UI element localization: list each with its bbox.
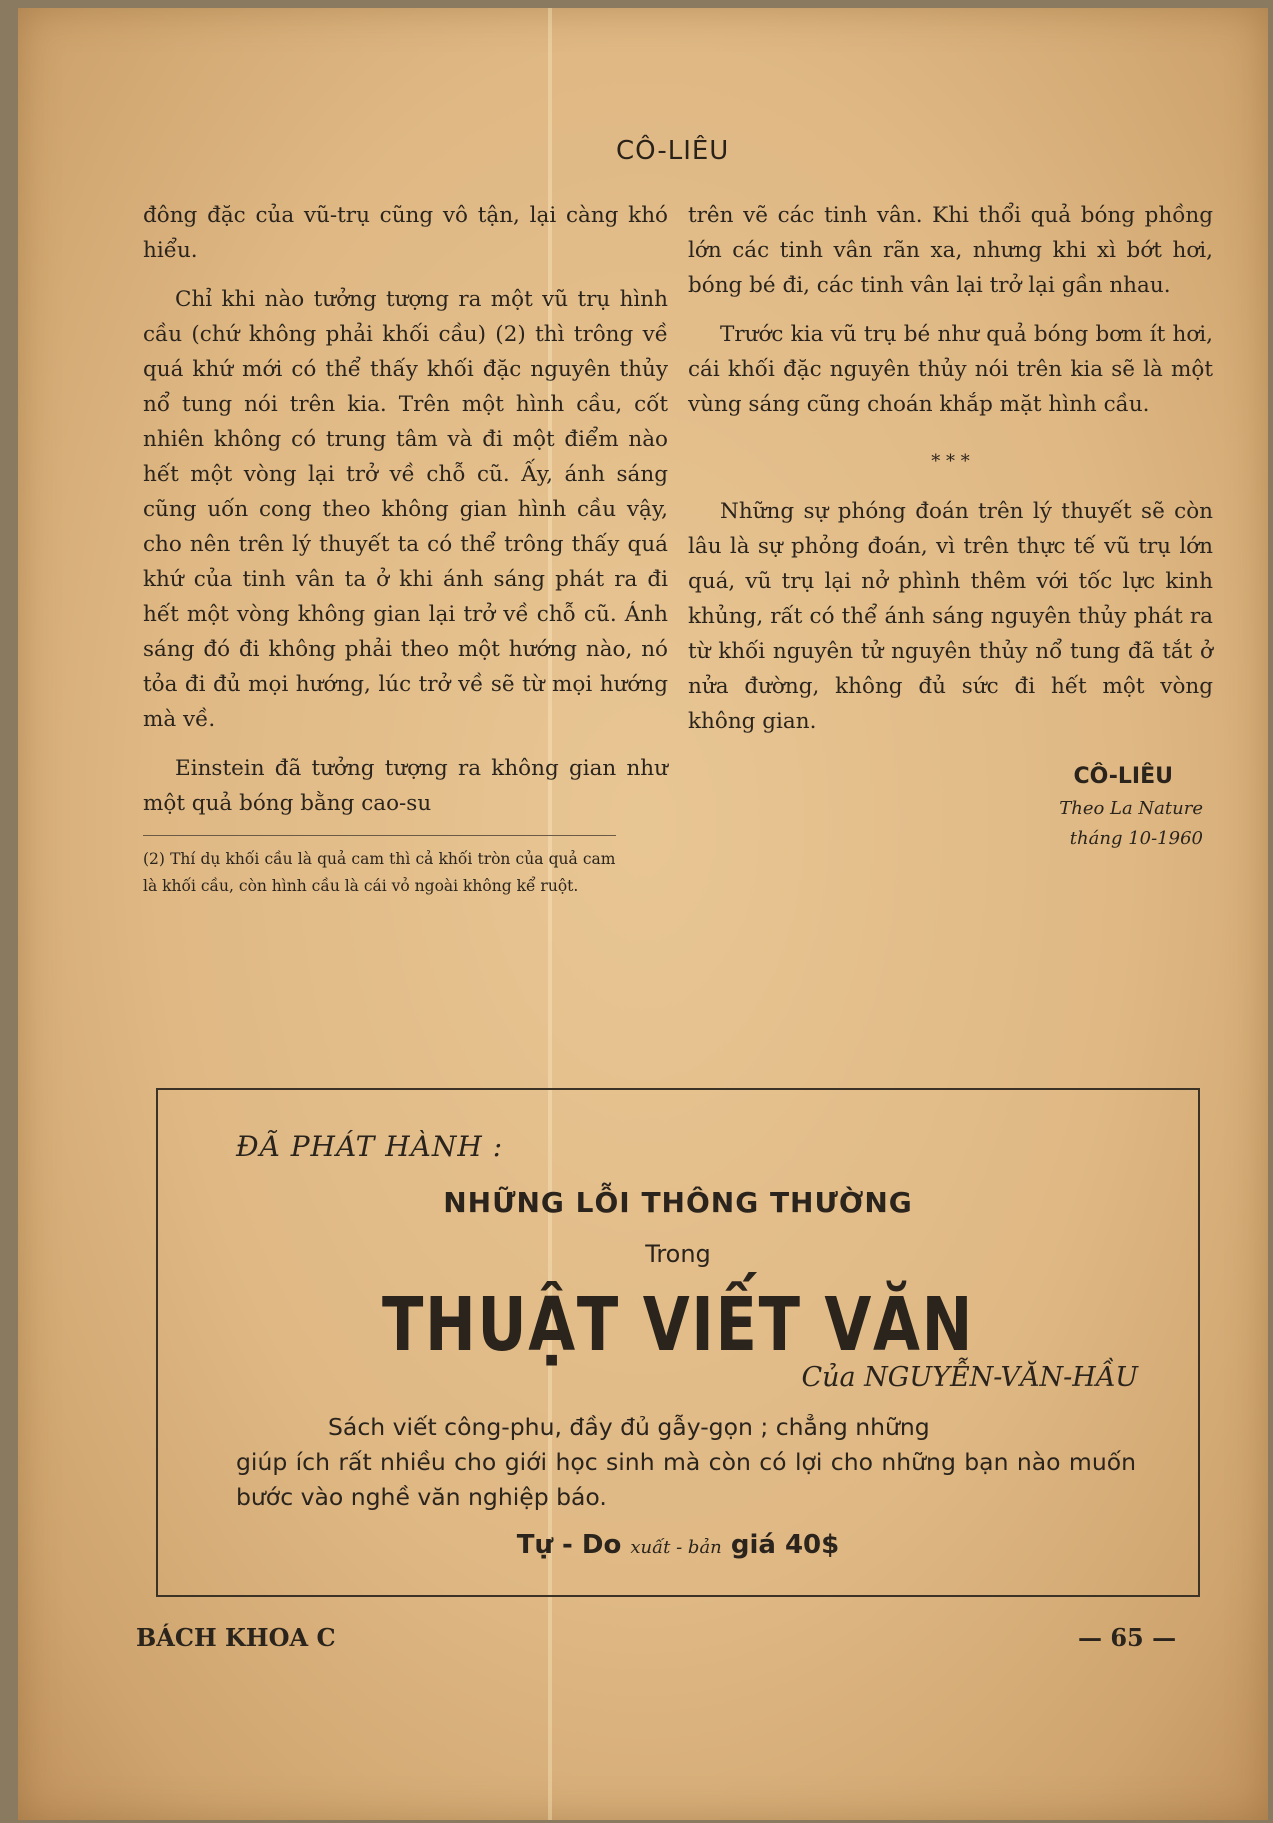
ad-headline: NHỮNG LỖI THÔNG THƯỜNG: [443, 1186, 913, 1219]
source-line: Theo La Nature: [1059, 798, 1203, 819]
paragraph: Chỉ khi nào tưởng tượng ra một vũ trụ hình cầu (chứ không phải khối cầu) (2) thì trông về quá khứ mới có thể thấy khối đặc nguyên thủy nổ tung nói trên kia. Trên một hình cầu, cốt nhiên không có trung tâm và đi một điểm nào hết một vòng lại trở về chỗ cũ. Ấy, ánh sáng cũng uốn cong theo không gian hình cầu vậy, cho nên trên lý thuyết ta có thể trông thấy quá khứ của tinh vân ta ở khi ánh sáng phát ra đi hết một vòng không gian lại trở về chỗ cũ. Ánh sáng đó đi không phải theo một hướng nào, nó tỏa đi đủ mọi hướng, lúc trở về sẽ từ mọi hướng mà về.: [143, 287, 668, 732]
paragraph: Những sự phóng đoán trên lý thuyết sẽ còn lâu là sự phỏng đoán, vì trên thực tế vũ trụ lớn quá, vũ trụ lại nở phình thêm với tốc lực kinh khủng, rất có thể ánh sáng nguyên thủy phát ra từ khối nguyên tử nguyên thủy nổ tung đã tắt ở nửa đường, không đủ sức đi hết một vòng không gian.: [688, 499, 1213, 734]
book-description: [236, 1410, 1136, 1515]
left-column: [143, 198, 668, 900]
publisher: Tự - Do: [516, 1530, 622, 1560]
footnote: (2) Thí dụ khối cầu là quả cam thì cả khối tròn của quả cam là khối cầu, còn hình cầu là cái vỏ ngoài không kể ruột.: [143, 835, 616, 900]
paragraph: trên vẽ các tinh vân. Khi thổi quả bóng phồng lớn các tinh vân rãn xa, nhưng khi xì bớt hơi, bóng bé đi, các tinh vân lại trở lại gần nhau.: [688, 203, 1213, 298]
page-number: — 65 —: [1078, 1623, 1177, 1652]
book-title: THUẬT VIẾT VĂN: [381, 1282, 975, 1368]
magazine-page: [18, 8, 1268, 1820]
released-label: ĐÃ PHÁT HÀNH :: [236, 1130, 504, 1163]
running-title: CÔ-LIÊU: [616, 136, 730, 166]
author-signature: CÔ-LIÊU: [1073, 764, 1173, 789]
ad-connector: Trong: [645, 1240, 711, 1268]
paragraph: Trước kia vũ trụ bé như quả bóng bơm ít hơi, cái khối đặc nguyên thủy nói trên kia sẽ là một vùng sáng cũng choán khắp mặt hình cầu.: [688, 322, 1213, 417]
description-first-line: Sách viết công-phu, đầy đủ gẫy-gọn ; chẳng những: [328, 1413, 930, 1441]
book-author: Của NGUYỄN-VĂN-HẦU: [801, 1362, 1138, 1393]
magazine-name: BÁCH KHOA C: [136, 1623, 336, 1652]
price: giá 40$: [730, 1530, 840, 1560]
publisher-price: [158, 1530, 1198, 1560]
paragraph: đông đặc của vũ-trụ cũng vô tận, lại càng khó hiểu.: [143, 203, 668, 263]
paragraph: Einstein đã tưởng tượng ra không gian như một quả bóng bằng cao-su: [143, 756, 668, 816]
section-separator: * * *: [931, 451, 970, 472]
source-date: tháng 10-1960: [1069, 828, 1203, 849]
publisher-suffix: xuất - bản: [630, 1537, 722, 1558]
description-rest: giúp ích rất nhiều cho giới học sinh mà còn có lợi cho những bạn nào muốn bước vào nghề văn nghiệp báo.: [236, 1448, 1136, 1511]
book-advertisement: [156, 1088, 1200, 1597]
right-column: [688, 198, 1213, 854]
